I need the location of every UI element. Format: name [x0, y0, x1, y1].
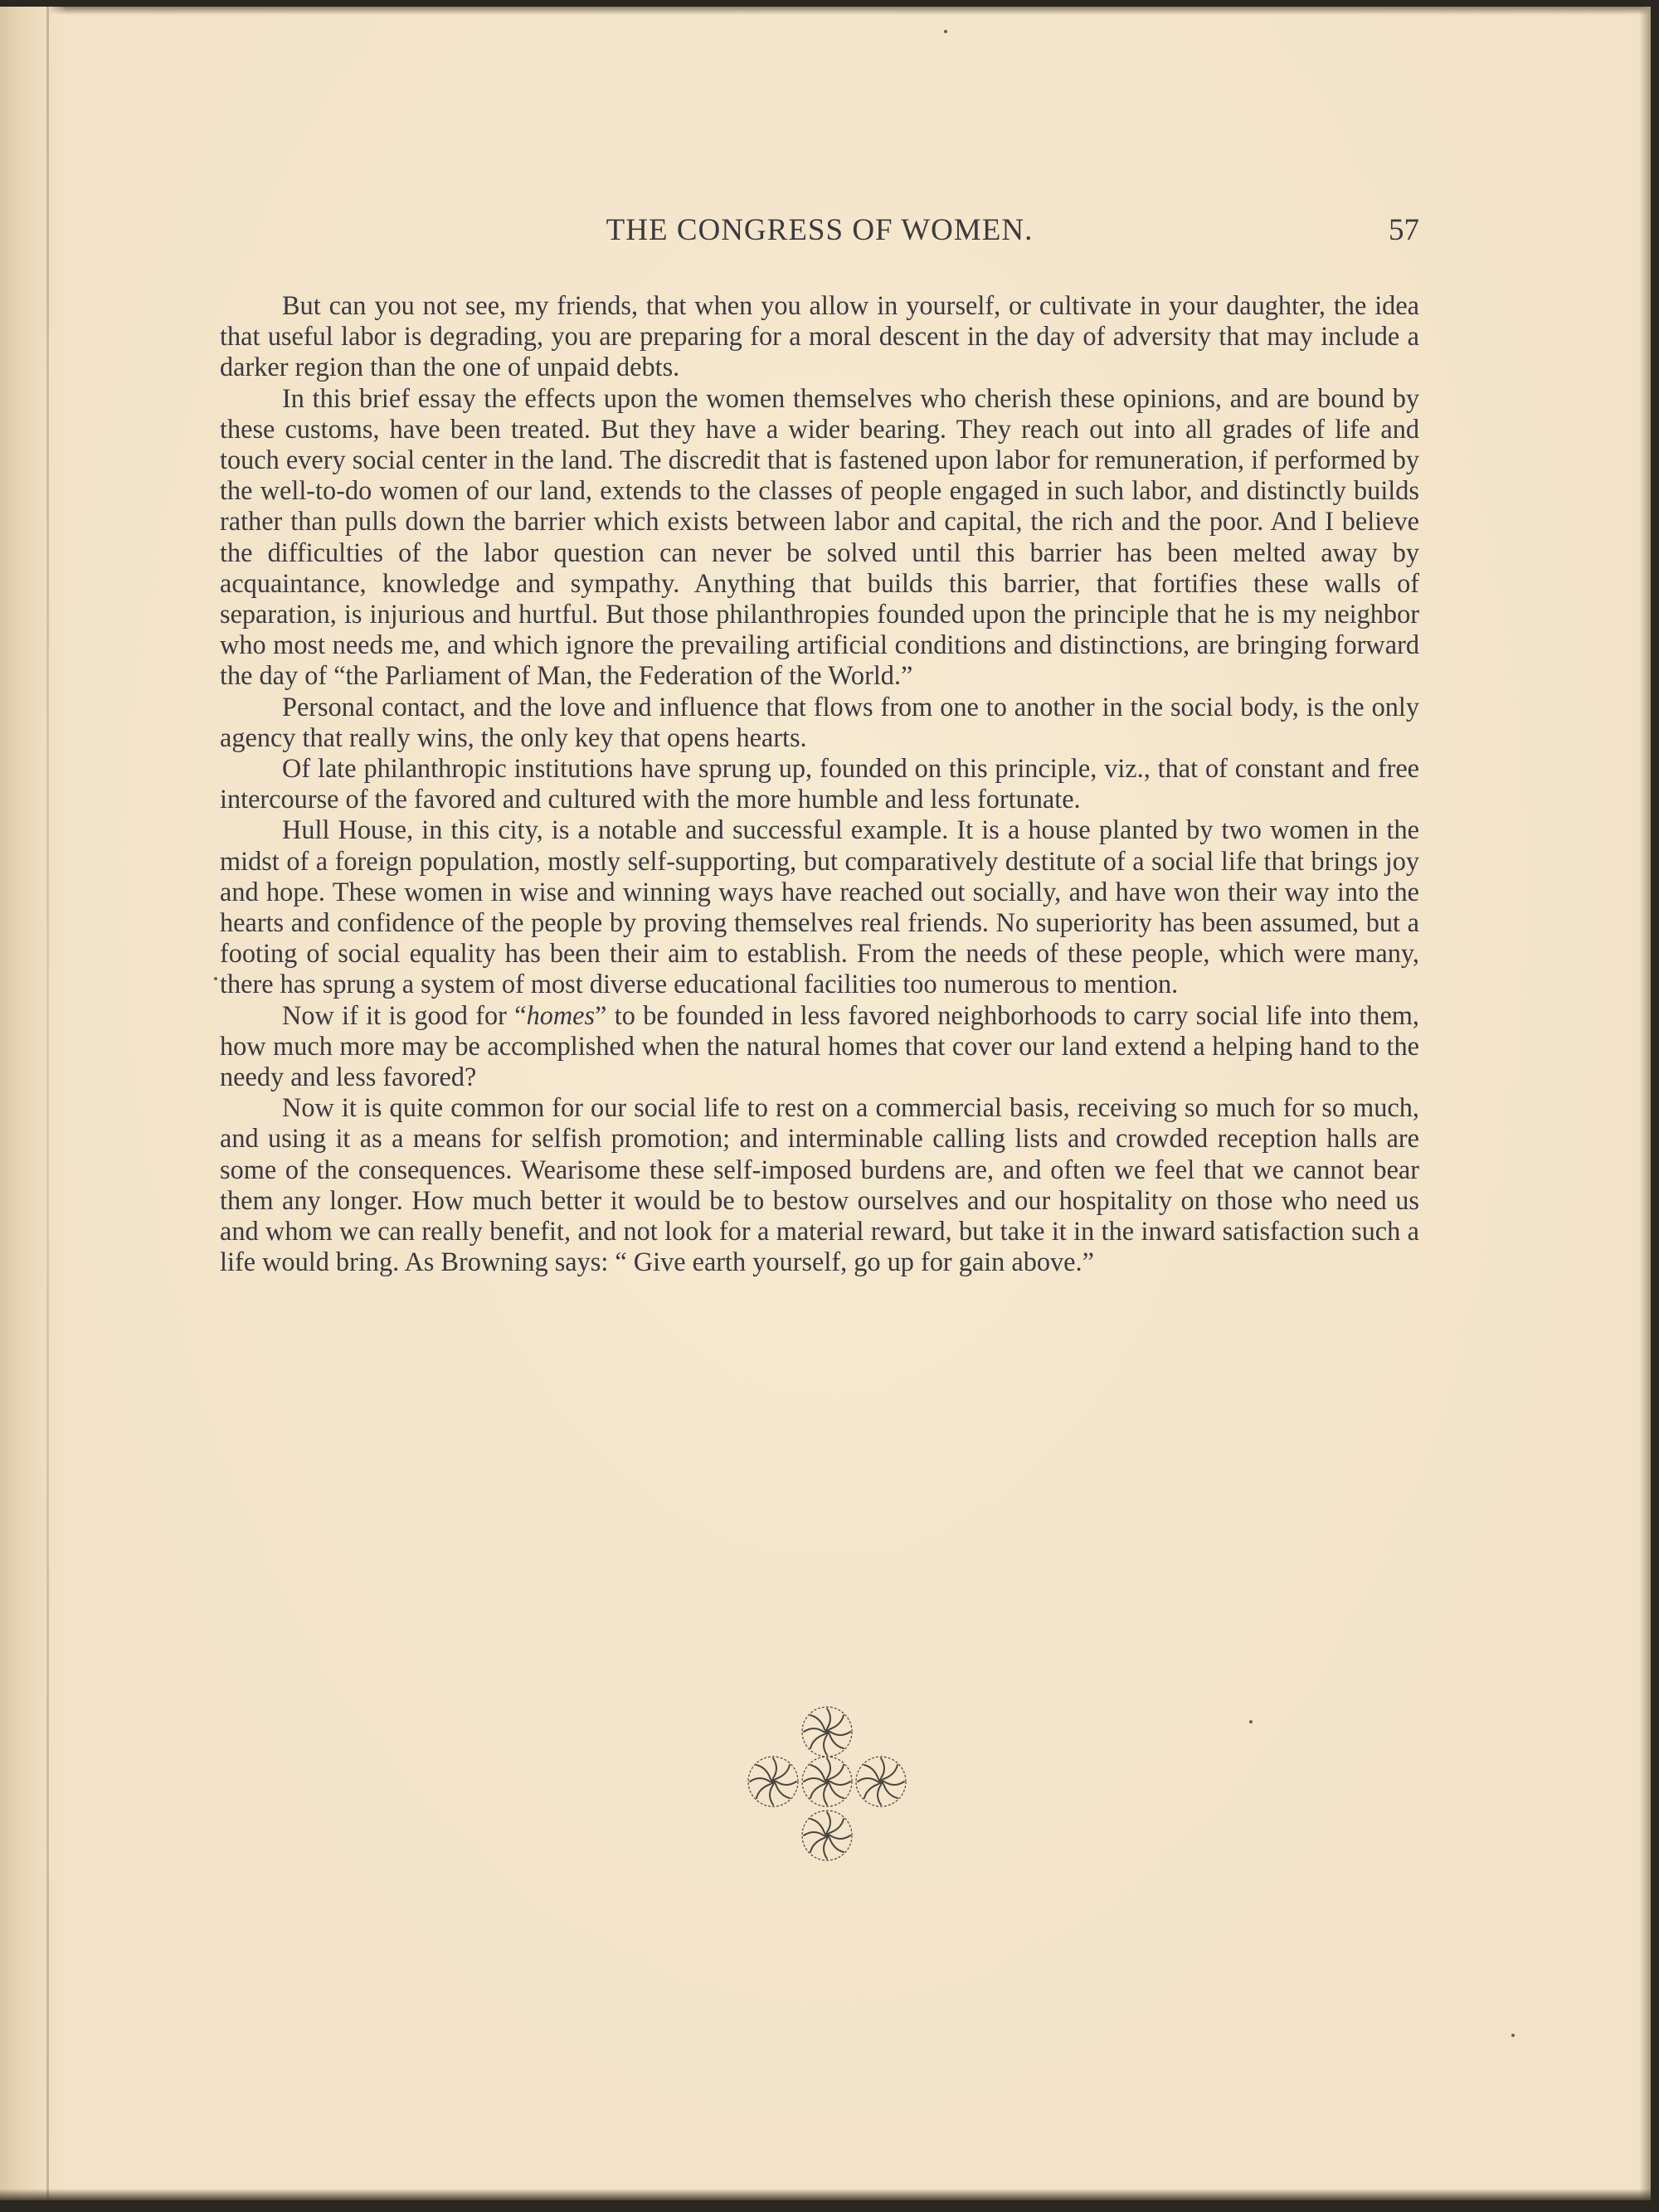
paragraph-6-text-before: Now if it is good for “ [282, 999, 527, 1030]
running-head [220, 212, 1419, 254]
paper-speck [1249, 1720, 1253, 1723]
page-bottom-edge [0, 2189, 1651, 2200]
paragraph-2: In this brief essay the effects upon the women themselves who cherish these opinions, and are bound by these customs, have been treated. But they have a wider bearing. They reach out into all grades of life and touch every social center in the land. The discredit that is fastened upon labor for remuneration, if performed by the well-to-do women of our land, extends to the classes of people engaged in such labor, and distinctly builds rather than pulls down the barrier which exists between labor and capital, the rich and the poor. And I believe the difficulties of the labor question can never be solved until this barrier has been melted away by acquaintance, knowledge and sympathy. Anything that builds this barrier, that fortifies these walls of separation, is injurious and hurtful. But those philanthropies founded upon the principle that he is my neighbor who most needs me, and which ignore the prevailing artificial conditions and distinctions, are bringing forward the day of “the Parliament of Man, the Federation of the World.” [220, 382, 1419, 691]
paragraph-6-emphasis: homes [526, 999, 596, 1030]
paragraph-5: Hull House, in this city, is a notable and successful example. It is a house planted by two women in the midst of a foreign population, mostly self-supporting, but comparatively destitute of a social life that brings joy and hope. These women in wise and winning ways have reached out socially, and have won their way into the hearts and confidence of the people by proving themselves real friends. No superiority has been assumed, but a footing of social equality has been their aim to establish. From the needs of these people, which were many, there has sprung a system of most diverse educational facilities too numerous to mention. [220, 814, 1419, 999]
paragraph-3: Personal contact, and the love and influence that flows from one to another in the social body, is the only agency that really wins, the only key that opens hearts. [220, 691, 1419, 752]
paper-speck [214, 977, 217, 980]
paragraph-4: Of late philanthropic institutions have sprung up, founded on this principle, viz., that of constant and free intercourse of the favored and cultured with the more humble and less fortunate. [220, 753, 1419, 814]
book-page [0, 7, 1651, 2200]
paragraph-7: Now it is quite common for our social life to rest on a commercial basis, receiving so much for so much, and using it as a means for selfish promotion; and interminable calling lists and crowded reception halls are some of the consequences. Wearisome these self-imposed burdens are, and often we feel that we cannot bear them any longer. How much better it would be to bestow ourselves and our hospitality on those who need us and whom we can really benefit, and not look for a material reward, but take it in the inward satisfaction such a life would bring. As Browning says: “ Give earth yourself, go up for gain above.” [220, 1092, 1419, 1277]
floral-ornament [742, 1699, 912, 1869]
paragraph-6-text-after: ” to be founded in less favored neighborhoods to carry social life into them, how much more may be accomplished when the natural homes that cover our land extend a helping hand to the needy and less favored? [220, 999, 1419, 1092]
paragraph-6 [220, 1000, 1419, 1093]
body-text [220, 290, 1419, 1278]
paper-speck [944, 30, 947, 33]
rosette-cluster-icon [742, 1699, 912, 1869]
page-right-edge [1639, 7, 1651, 2200]
paper-speck [1511, 2034, 1515, 2037]
binding-crease [46, 7, 49, 2200]
running-title: THE CONGRESS OF WOMEN. [606, 213, 1034, 247]
binding-gutter [0, 7, 66, 2200]
page-number: 57 [1389, 213, 1419, 247]
page-top-edge [0, 7, 1651, 15]
paragraph-1: But can you not see, my friends, that when you allow in yourself, or cultivate in your daughter, the idea that useful labor is degrading, you are preparing for a moral descent in the day of adversity that may include a darker region than the one of unpaid debts. [220, 290, 1419, 382]
